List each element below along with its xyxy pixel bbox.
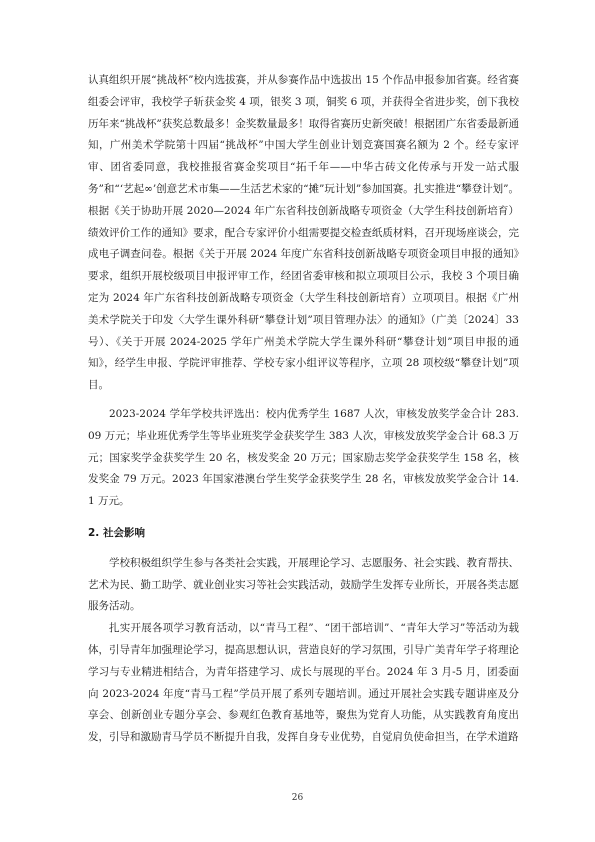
paragraph-scholarships: 2023-2024 学年学校共评选出：校内优秀学生 1687 人次，审核发放奖学金合计 283.09 万元；毕业班优秀学生等毕业班奖学金获奖学生 383 人次，审核发放奖学金合计 68.3 万元；国家奖学金获奖学生 20 名，核发奖金 20 万元；国家励志奖学金获奖学生 158 名，核发奖金 79 万元。2023 年国家港澳台学生奖学金获奖学生 28 名，审核发放奖学金合计 14.1 万元。	[88, 407, 519, 508]
document-body	[88, 70, 519, 749]
paragraph-social-practice: 学校积极组织学生参与各类社会实践，开展理论学习、志愿服务、社会实践、教育帮扶、艺术为民、勤工助学、就业创业实习等社会实践活动，鼓励学生发挥专业所长，开展各类志愿服务活动。	[88, 556, 519, 613]
section-heading-social-impact: 2. 社会影响	[88, 526, 145, 539]
paragraph-study-activities: 扎实开展各项学习教育活动，以“青马工程”、“团干部培训”、“青年大学习”等活动为载体，引导青年加强理论学习，提高思想认识，营造良好的学习氛围，引导广美青年学子将理论学习与专业精进相结合，为青年搭建学习、成长与展现的平台。2024 年 3 月-5 月，团委面向 2023-2024 年度“青马工程”学员开展了系列专题培训。通过开展社会实践专题讲座及分享会、创新创业专题分享会、参观红色教育基地等，聚焦为党育人功能，从实践教育角度出发，引导和激励青马学员不断提升自我，发挥自身专业优势，自觉肩负使命担当，在学术道路	[88, 622, 519, 744]
page-number: 26	[291, 793, 304, 803]
paragraph-challenge-cup: 认真组织开展“挑战杯”校内选拔赛，并从参赛作品中选拔出 15 个作品申报参加省赛。经省赛组委会评审，我校学子斩获金奖 4 项，银奖 3 项，铜奖 6 项，并获得全省进步奖，创下我校历年来“挑战杯”获奖总数最多！金奖数量最多！取得省赛历史新突破！根据团广东省委最新通知，广州美术学院第十四届“挑战杯”中国大学生创业计划竞赛国赛名额为 2 个。经专家评审、团省委同意，我校推报省赛金奖项目“拓千年——中华古砖文化传承与开发一站式服务”和“‘艺起∞’创意艺术市集——生活艺术家的“摊”玩计划”参加国赛。扎实推进“攀登计划”。根据《关于协助开展 2020—2024 年广东省科技创新战略专项资金（大学生科技创新培育）绩效评价工作的通知》要求，配合专家评价小组需要提交检查纸质材料，召开现场座谈会，完成电子调查问卷。根据《关于开展 2024 年度广东省科技创新战略专项资金项目申报的通知》要求，组织开展校级项目申报评审工作，经团省委审核和拟立项项目公示，我校 3 个项目确定为 2024 年广东省科技创新战略专项资金（大学生科技创新培育）立项项目。根据《广州美术学院关于印发〈大学生课外科研“攀登计划”项目管理办法〉的通知》（广美〔2024〕33 号）、《关于开展 2024-2025 学年广州美术学院大学生课外科研“攀登计划”项目申报的通知》，经学生申报、学院评审推荐、学校专家小组评议等程序，立项 28 项校级“攀登计划”项目。	[88, 74, 519, 392]
